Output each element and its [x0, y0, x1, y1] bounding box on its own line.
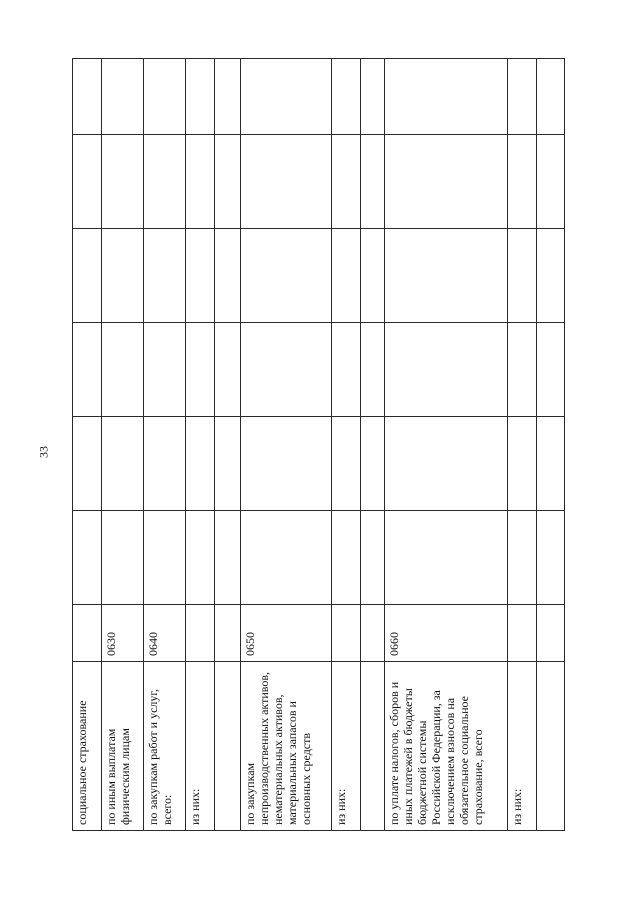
- row-code: [73, 605, 102, 662]
- value-cell: [508, 59, 537, 135]
- value-cell: [241, 59, 332, 135]
- value-cell: [508, 135, 537, 229]
- value-cell: [332, 511, 361, 605]
- row-name: социальное страхование: [73, 662, 102, 831]
- row-code: 0630: [102, 605, 144, 662]
- value-cell: [385, 417, 508, 511]
- row-code: 0650: [241, 605, 332, 662]
- value-cell: [332, 135, 361, 229]
- value-cell: [241, 135, 332, 229]
- value-cell: [332, 59, 361, 135]
- value-cell: [186, 323, 215, 417]
- value-cell: [73, 135, 102, 229]
- value-cell: [73, 59, 102, 135]
- table-row: [215, 59, 241, 831]
- value-cell: [361, 417, 385, 511]
- row-code: [537, 605, 565, 662]
- table-row: [537, 59, 565, 831]
- value-cell: [215, 135, 241, 229]
- table-row: [332, 59, 361, 831]
- table-row: [144, 59, 186, 831]
- value-cell: [144, 59, 186, 135]
- value-cell: [385, 511, 508, 605]
- value-cell: [102, 135, 144, 229]
- row-name: по уплате налогов, сборов и иных платежей в бюджеты бюджетной системы Российской Федерации, за исключением взносов на обязательное социальное страхование, всего: [385, 662, 508, 831]
- value-cell: [102, 511, 144, 605]
- value-cell: [186, 417, 215, 511]
- value-cell: [332, 229, 361, 323]
- row-name: из них:: [332, 662, 361, 831]
- value-cell: [186, 59, 215, 135]
- value-cell: [537, 323, 565, 417]
- value-cell: [385, 323, 508, 417]
- row-code: 0660: [385, 605, 508, 662]
- value-cell: [102, 229, 144, 323]
- value-cell: [102, 417, 144, 511]
- value-cell: [361, 135, 385, 229]
- table-row: [385, 59, 508, 831]
- row-code: [332, 605, 361, 662]
- value-cell: [537, 417, 565, 511]
- value-cell: [537, 511, 565, 605]
- value-cell: [537, 59, 565, 135]
- value-cell: [144, 417, 186, 511]
- row-code: [508, 605, 537, 662]
- table-row: [241, 59, 332, 831]
- value-cell: [361, 323, 385, 417]
- value-cell: [361, 59, 385, 135]
- value-cell: [508, 229, 537, 323]
- row-name: из них:: [508, 662, 537, 831]
- value-cell: [332, 417, 361, 511]
- value-cell: [144, 323, 186, 417]
- row-name: из них:: [186, 662, 215, 831]
- row-name: по закупкам работ и услуг, всего:: [144, 662, 186, 831]
- data-table: [72, 58, 565, 831]
- value-cell: [508, 323, 537, 417]
- value-cell: [385, 59, 508, 135]
- value-cell: [186, 135, 215, 229]
- value-cell: [73, 323, 102, 417]
- value-cell: [332, 323, 361, 417]
- value-cell: [241, 229, 332, 323]
- value-cell: [73, 229, 102, 323]
- row-code: [215, 605, 241, 662]
- row-name: по иным выплатам физическим лицам: [102, 662, 144, 831]
- value-cell: [241, 417, 332, 511]
- row-code: 0640: [144, 605, 186, 662]
- value-cell: [102, 323, 144, 417]
- row-code: [361, 605, 385, 662]
- table-row: [186, 59, 215, 831]
- table-body: [73, 59, 565, 831]
- value-cell: [144, 229, 186, 323]
- value-cell: [241, 323, 332, 417]
- row-name: по закупкам непроизводственных активов, нематериальных активов, материальных запасов и основных средств: [241, 662, 332, 831]
- value-cell: [215, 417, 241, 511]
- value-cell: [385, 135, 508, 229]
- value-cell: [215, 323, 241, 417]
- value-cell: [186, 229, 215, 323]
- value-cell: [361, 511, 385, 605]
- value-cell: [385, 229, 508, 323]
- page-number: 33: [36, 446, 51, 458]
- value-cell: [361, 229, 385, 323]
- value-cell: [215, 229, 241, 323]
- value-cell: [102, 59, 144, 135]
- value-cell: [215, 59, 241, 135]
- value-cell: [508, 417, 537, 511]
- value-cell: [144, 511, 186, 605]
- value-cell: [537, 229, 565, 323]
- value-cell: [508, 511, 537, 605]
- value-cell: [144, 135, 186, 229]
- value-cell: [73, 511, 102, 605]
- value-cell: [73, 417, 102, 511]
- value-cell: [241, 511, 332, 605]
- table-row: [361, 59, 385, 831]
- table-rotated-frame: [72, 59, 544, 831]
- value-cell: [186, 511, 215, 605]
- row-code: [186, 605, 215, 662]
- table-row: [73, 59, 102, 831]
- row-name: [361, 662, 385, 831]
- table-row: [508, 59, 537, 831]
- value-cell: [215, 511, 241, 605]
- value-cell: [537, 135, 565, 229]
- table-row: [102, 59, 144, 831]
- row-name: [215, 662, 241, 831]
- row-name: [537, 662, 565, 831]
